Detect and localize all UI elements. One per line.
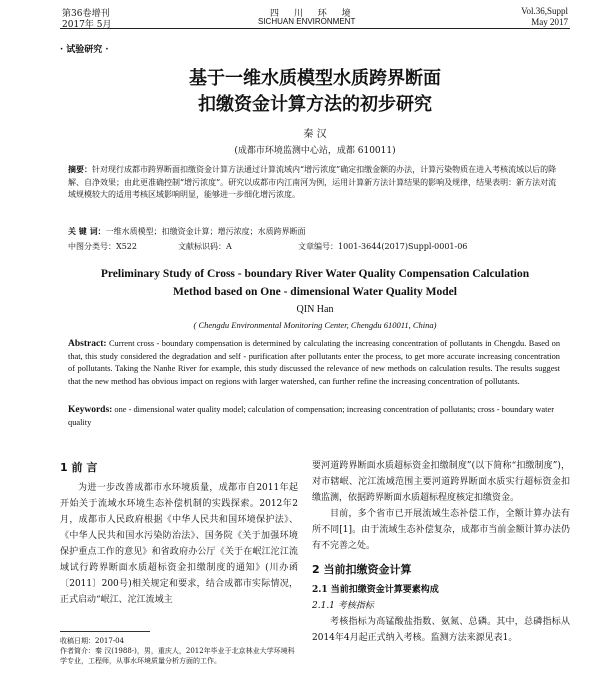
section-1-paragraph-1-continued: 要河道跨界断面水质超标资金扣缴制度”(以下简称“扣缴制度”)，对市辖岷、沱江流域范围主要河道跨界断面水质实行超标资金扣缴监测，依据跨界断面水质超标程度核定扣缴资金。 xyxy=(312,461,570,503)
section-1-paragraph-2: 目前，多个省市已开展流域生态补偿工作，全额计算办法有所不同[1]。由于流域生态补偿复杂，成都市当前金额计算办法仍有不完善之处。 xyxy=(312,509,570,551)
affiliation-en: ( Chengdu Environmental Monitoring Center, Chengdu 610011, China) xyxy=(193,320,437,330)
title-cn-line2: 扣缴资金计算方法的初步研究 xyxy=(198,94,432,115)
abstract-cn-label: 摘要： xyxy=(68,165,92,174)
footnote-rule xyxy=(60,631,150,632)
body-left-column xyxy=(60,458,298,608)
keywords-cn-text: 一维水质模型；扣缴资金计算；增污浓度；水质跨界断面 xyxy=(105,227,306,236)
author-en: QIN Han xyxy=(296,304,334,315)
title-en-line1: Preliminary Study of Cross - boundary River Water Quality Compensation Calculation xyxy=(100,268,530,280)
body-right-column xyxy=(312,458,570,646)
author-cn: 秦 汉 xyxy=(303,129,327,140)
clc-number: 中图分类号：X522 xyxy=(68,242,137,251)
section-2-heading: 2 当前扣缴资金计算 xyxy=(312,563,412,576)
volume-cn: 第36卷增刊 xyxy=(62,9,110,19)
footnote-author: 作者简介：秦 汉(1988-)，男，重庆人，2012年毕业于北京林业大学环境科学专业，工程师，从事水环境质量分析方面的工作。 xyxy=(60,647,295,665)
article-number: 文章编号：1001-3644(2017)Suppl-0001-06 xyxy=(298,242,468,251)
keywords-cn-label: 关 键 词： xyxy=(68,227,106,236)
title-en-line2: Method based on One - dimensional Water Quality Model xyxy=(173,286,457,298)
keywords-en-label: Keywords: xyxy=(68,405,113,415)
keywords-cn xyxy=(68,226,558,237)
abstract-cn xyxy=(68,164,558,202)
section-1-heading: 1 前 言 xyxy=(60,461,98,474)
journal-name-en: SICHUAN ENVIRONMENT xyxy=(258,17,356,26)
keywords-en xyxy=(68,404,560,429)
section-2-1-1-paragraph: 考核指标为高锰酸盐指数、氨氮、总磷。其中，总磷指标从2014年4月起正式纳入考核。监测方法来源见表1。 xyxy=(312,617,570,643)
column-label: · 试验研究 · xyxy=(60,45,109,55)
abstract-cn-text: 针对现行成都市跨界断面扣缴资金计算方法通过计算流域内“增污浓度”确定扣缴金额的办法，计算污染物质在进入考核流域以后的降解、自净效果；由此更准确控制“增污浓度”。研究以成都市内江南河为例，运用计算新方法计算结果的影响及规律，结果表明：新方法对流域规模较大的适用考核区域影响明显，能够进一步细化增污浓度。 xyxy=(68,165,557,199)
footnote-received: 收稿日期：2017-04 xyxy=(60,637,125,645)
keywords-en-text: one - dimensional water quality model; calculation of compensation; increasing concentration of pollutants; cross - boundary water quality xyxy=(68,405,554,427)
section-2-1-1-heading: 2.1.1 考核指标 xyxy=(312,601,374,611)
abstract-en-label: Abstract: xyxy=(68,339,107,349)
volume-en: Vol.36,Suppl xyxy=(521,6,568,16)
date-en: May 2017 xyxy=(531,17,568,27)
footnote xyxy=(60,636,298,666)
section-1-paragraph-1: 为进一步改善成都市水环境质量，成都市自2011年起开始关于流域水环境生态补偿机制的实践探索。2012年2月，成都市人民政府根据《中华人民共和国环境保护法》、《中华人民共和国水污染防治法》、国务院《关于加强环境保护重点工作的意见》和省政府办公厅《关于在岷江沱江流域试行跨界断面水质超标资金扣缴制度的通知》(川办函〔2011〕200号)相关规定和要求，结合成都市实际情况，正式启动“岷江、沱江流域主 xyxy=(60,483,298,605)
affiliation-cn: (成都市环境监测中心站，成都 610011) xyxy=(234,146,396,156)
running-header xyxy=(0,0,600,30)
journal-name-cn: 四 川 环 境 xyxy=(270,9,357,19)
section-2-1-heading: 2.1 当前扣缴资金计算要素构成 xyxy=(312,585,439,595)
abstract-en-text: Current cross - boundary compensation is determined by calculating the increasing concentration of pollutants in Chengdu. Based on that, this study considered the degradation and self - purification after pollutants enter the process, to get more accurate increasing concentration of pollutants. Taking the Nanhe River for example, this study discussed the relevance of new methods on calculation results. The results suggest that the new method has obvious impact on regions with larger watershed, can further refine the increasing concentration of pollutants. xyxy=(68,339,561,386)
abstract-en xyxy=(68,338,560,388)
title-cn-line1: 基于一维水质模型水质跨界断面 xyxy=(189,68,441,89)
header-rule xyxy=(60,28,570,29)
document-code: 文献标识码：A xyxy=(178,242,232,251)
date-cn: 2017年 5月 xyxy=(62,20,112,30)
